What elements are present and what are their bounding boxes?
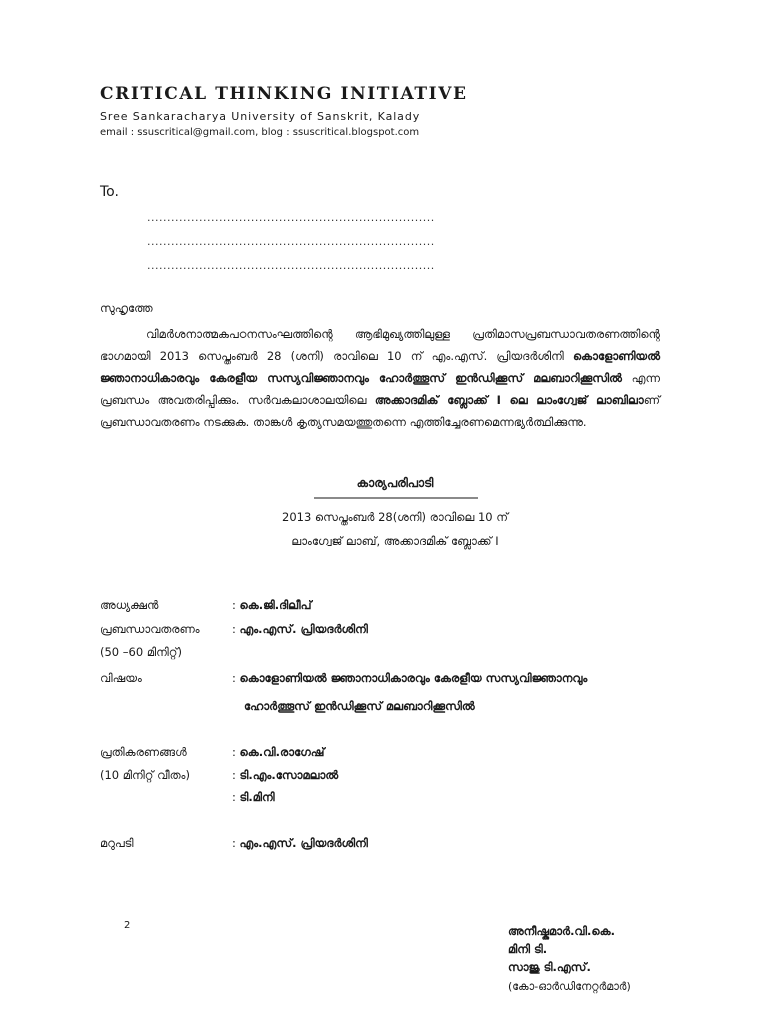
addressee-to: To. [100, 184, 119, 200]
responses-duration: (10 മിനിറ്റ് വീതം) [100, 768, 190, 782]
respondent-name: കെ.വി.രാഗേഷ് [239, 745, 325, 759]
signatory-3: സാജു ടി.എസ്. [508, 960, 591, 974]
separator: : [232, 768, 236, 782]
salutation: സുഹൃത്തേ [100, 301, 153, 315]
org-title: CRITICAL THINKING INITIATIVE [100, 84, 468, 104]
topic-line-1: കൊളോണിയൽ ജ്ഞാനാധികാരവും കേരളീയ സസ്യവിജ്ഞാനവും [239, 671, 588, 685]
reply-name: എം.എസ്. പ്രിയദർശിനി [239, 836, 368, 850]
topic-value [232, 671, 587, 686]
programme-date: 2013 സെപ്തംബർ 28(ശനി) രാവിലെ 10 ന് [282, 510, 508, 524]
programme-divider [314, 497, 478, 499]
reply-label: മറുപടി [100, 836, 134, 850]
respondent-name: ടി.മിനി [239, 790, 275, 804]
response-2 [232, 768, 338, 783]
paper-title-bold: കൊളോണിയൽ ജ്ഞാനാധികാരവും കേരളീയ സസ്യവിജ്ഞാനവും ഹോർത്തൂസ് ഇൻഡിക്കൂസ് മലബാറിക്കൂസിൽ [100, 349, 660, 385]
paper-label: പ്രബന്ധാവതരണം [100, 622, 200, 636]
coordinators-note: (കോ-ഓർഡിനേറ്റർമാർ) [508, 980, 631, 993]
paper-value [232, 622, 368, 637]
chair-name: കെ.ജി.ദിലീപ് [239, 598, 312, 612]
topic-label: വിഷയം [100, 671, 142, 685]
signatory-2: മിനി ടി. [508, 942, 548, 956]
para-text-2: എന്ന പ്രബന്ധം അവതരിപ്പിക്കും. സർവകലാശാലയിലെ [100, 371, 660, 407]
address-line-1: ........................................................................ [147, 211, 435, 224]
separator: : [232, 598, 236, 612]
separator: : [232, 622, 236, 636]
response-3 [232, 790, 275, 805]
separator: : [232, 671, 236, 685]
address-line-3: ........................................................................ [147, 259, 435, 272]
signatory-1: അനീഷ്കുമാർ.വി.കെ. [508, 924, 615, 938]
programme-venue: ലാംഗ്വേജ് ലാബ്, അക്കാദമിക് ബ്ലോക്ക് I [291, 534, 499, 548]
venue-bold: അക്കാദമിക് ബ്ലോക്ക് I ലെ ലാംഗ്വേജ് ലാബിലാ [374, 393, 644, 407]
reply-value [232, 836, 368, 851]
contact-line: email : ssuscritical@gmail.com, blog : ssuscritical.blogspot.com [100, 127, 420, 138]
response-1 [232, 745, 324, 760]
para-text-3: ണ് പ്രബന്ധാവതരണം നടക്കുക. താങ്കൾ കൃത്യസമയത്തുതന്നെ എത്തിച്ചേരണമെന്നഭ്യർത്ഥിക്കുന്നു. [100, 393, 660, 429]
para-text-1: വിമർശനാത്മകപഠനസംഘത്തിന്റെ ആഭിമുഖ്യത്തിലുള്ള പ്രതിമാസപ്രബന്ധാവതരണത്തിന്റെ ഭാഗമായി 2013 സെപ്തംബർ 28 (ശനി) രാവിലെ 10 ന് എം.എസ്. പ്രിയദർശിനി [100, 327, 660, 363]
responses-label: പ്രതികരണങ്ങൾ [100, 745, 187, 759]
university-name: Sree Sankaracharya University of Sanskrit, Kalady [100, 110, 421, 123]
presenter-name: എം.എസ്. പ്രിയദർശിനി [239, 622, 368, 636]
topic-line-2: ഹോർത്തൂസ് ഇൻഡിക്കൂസ് മലബാറിക്കൂസിൽ [244, 699, 475, 713]
address-line-2: ........................................................................ [147, 235, 435, 248]
paper-duration: (50 –60 മിനിറ്റ്) [100, 645, 182, 659]
respondent-name: ടി.എം.സോമലാൽ [239, 768, 339, 782]
programme-title: കാര്യപരിപാടി [356, 476, 434, 490]
chair-label: അധ്യക്ഷൻ [100, 598, 159, 612]
separator: : [232, 745, 236, 759]
chair-value [232, 598, 312, 613]
page-number: 2 [124, 920, 131, 931]
separator: : [232, 790, 236, 804]
separator: : [232, 836, 236, 850]
letter-paragraph [100, 323, 660, 433]
